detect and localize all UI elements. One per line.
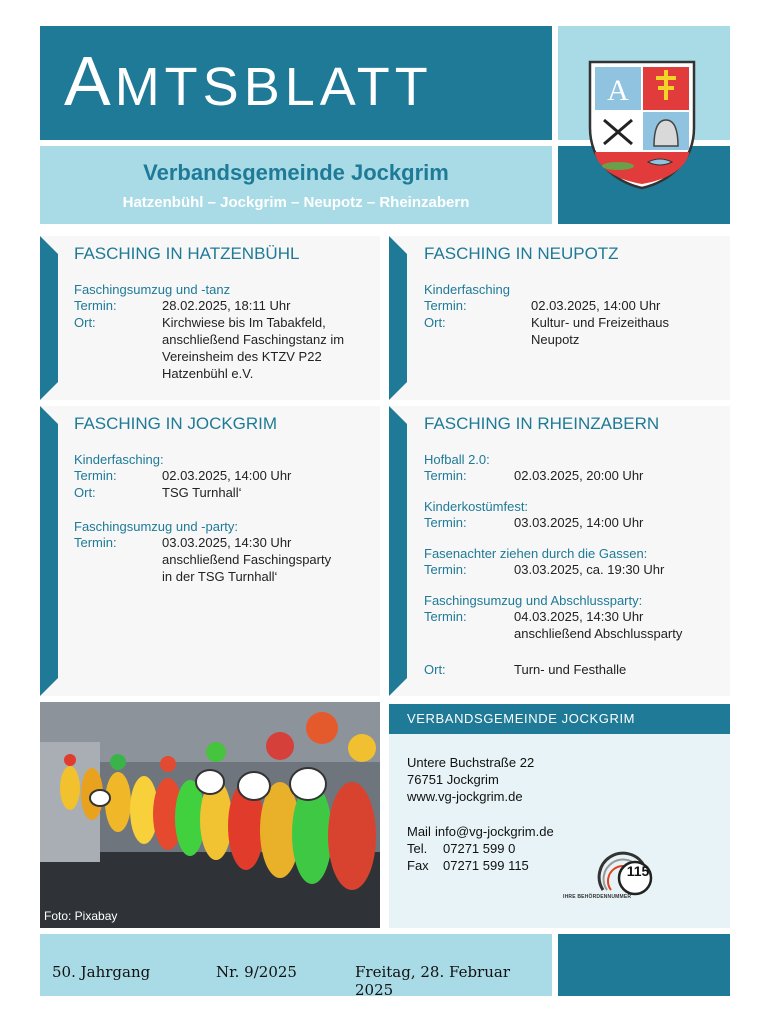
masthead-band [40, 26, 552, 140]
contact-tel-row: Tel. 07271 599 0 [407, 841, 516, 856]
authority-number-logo [563, 850, 673, 908]
ort-row: Ort: Kirchwiese bis Im Tabakfeld, anschließend Faschingstanz im Vereinsheim des KTZV P22 Hatzenbühl e.V. [74, 315, 345, 381]
section-title: FASCHING IN RHEINZABERN [424, 414, 660, 433]
termin-row: Termin: 02.03.2025, 14:00 Uhr [74, 468, 292, 483]
termin-row: Termin: 03.03.2025, 14:00 Uhr [424, 515, 644, 530]
logo-number: 115 [626, 863, 650, 879]
event-name: Kinderfasching [424, 282, 510, 297]
subtitle: Verbandsgemeinde Jockgrim [143, 160, 449, 185]
section-rheinzabern [389, 406, 730, 696]
section-title: FASCHING IN JOCKGRIM [74, 414, 278, 433]
section-hatzenbuehl [40, 236, 380, 400]
termin-row: Termin: 02.03.2025, 20:00 Uhr [424, 468, 644, 483]
event-name: Kinderkostümfest: [424, 499, 529, 514]
termin-row: Termin: 03.03.2025, ca. 19:30 Uhr [424, 562, 665, 577]
parade-photo [40, 702, 380, 928]
svg-text:A: A [607, 74, 629, 107]
event-name: Faschingsumzug und -tanz [74, 282, 231, 297]
footer-date: Freitag, 28. Februar 2025 [355, 963, 510, 999]
section-neupotz [389, 236, 730, 400]
event-name: Kinderfasching: [74, 452, 164, 467]
subtitle-band [40, 146, 552, 224]
contact-website-link[interactable]: www.vg-jockgrim.de [407, 789, 523, 804]
section-title: FASCHING IN NEUPOTZ [424, 244, 619, 263]
termin-row: Termin: 28.02.2025, 18:11 Uhr [74, 298, 291, 313]
contact-street: Untere Buchstraße 22 [407, 755, 535, 770]
ort-row: Ort: Kultur- und Freizeithaus Neupotz [424, 315, 670, 347]
event-name: Fasenachter ziehen durch die Gassen: [424, 546, 648, 561]
masthead-title [64, 42, 433, 120]
section-arrow-icon [40, 236, 58, 400]
section-jockgrim [40, 406, 380, 696]
ort-row: Ort: Turn- und Festhalle [424, 662, 627, 677]
footer-band [40, 934, 552, 999]
footer-jahrgang: 50. Jahrgang [52, 963, 151, 981]
event-name: Hofball 2.0: [424, 452, 490, 467]
masthead-title-initial: A [64, 42, 115, 120]
event-name: Faschingsumzug und Abschlussparty: [424, 593, 643, 608]
contact-fax-row: Fax 07271 599 115 [407, 858, 529, 873]
masthead-title-rest: MTSBLATT [114, 57, 433, 117]
section-arrow-icon [40, 406, 58, 696]
section-arrow-icon [389, 236, 407, 400]
termin-row: Termin: 04.03.2025, 14:30 Uhr anschließend Abschlussparty [424, 609, 683, 641]
contact-city: 76751 Jockgrim [407, 772, 499, 787]
contact-heading: VERBANDSGEMEINDE JOCKGRIM [389, 704, 730, 734]
contact-box [389, 734, 730, 928]
section-title: FASCHING IN HATZENBÜHL [74, 244, 300, 263]
footer-accent-band [558, 934, 730, 996]
termin-row: Termin: 03.03.2025, 14:30 Uhr anschließend Faschingsparty in der TSG Turnhall‘ [74, 535, 332, 584]
coat-of-arms-icon [586, 58, 698, 190]
termin-row: Termin: 02.03.2025, 14:00 Uhr [424, 298, 661, 313]
event-name: Faschingsumzug und -party: [74, 519, 239, 534]
contact-mail-row: Mail info@vg-jockgrim.de [407, 824, 554, 839]
towns-line: Hatzenbühl – Jockgrim – Neupotz – Rheinzabern [122, 194, 470, 211]
footer-issue-number: Nr. 9/2025 [216, 963, 297, 981]
contact-email-link[interactable]: info@vg-jockgrim.de [435, 824, 554, 839]
section-arrow-icon [389, 406, 407, 696]
logo-caption: IHRE BEHÖRDENNUMMER [563, 894, 632, 900]
carnival-parade-image [40, 702, 380, 928]
ort-row: Ort: TSG Turnhall‘ [74, 485, 242, 500]
photo-credit: Foto: Pixabay [44, 909, 118, 923]
